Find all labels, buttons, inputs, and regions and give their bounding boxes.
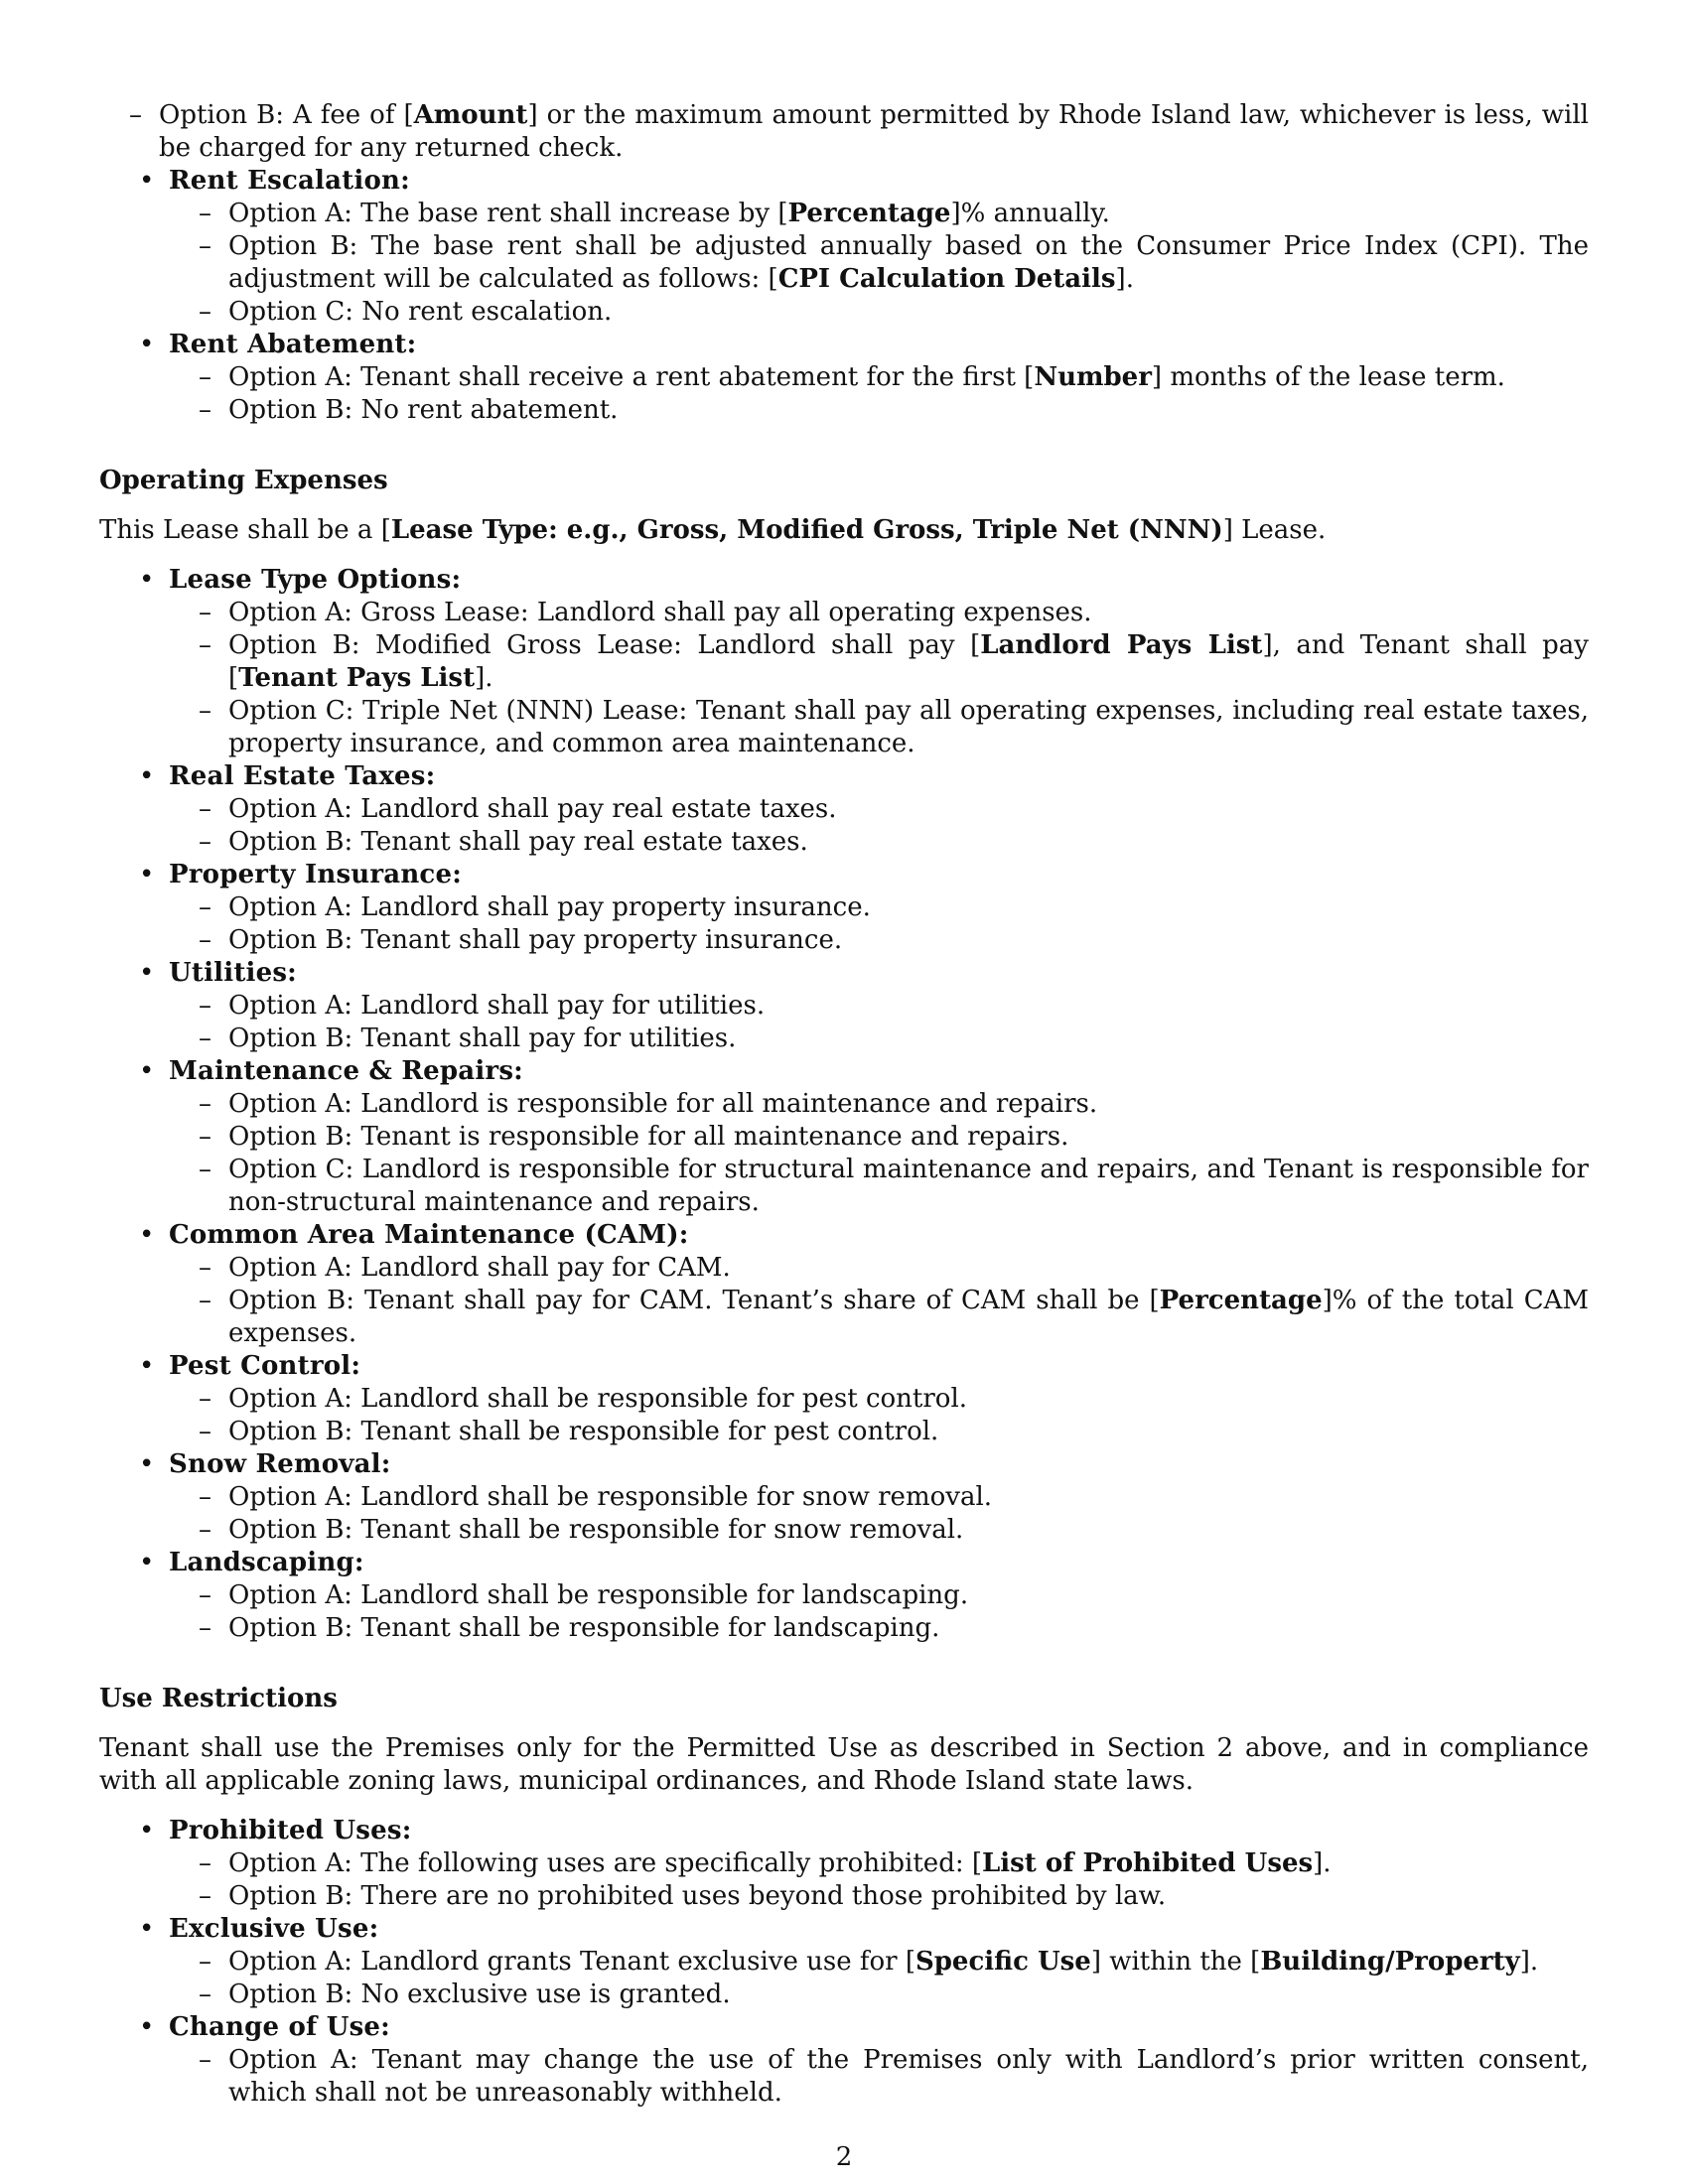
exclusive-use-label: Exclusive Use: <box>169 1914 379 1944</box>
landscaping-option-a: – Option A: Landlord shall be responsible for landscaping. <box>169 1579 1589 1612</box>
maintenance-option-a: – Option A: Landlord is responsible for all maintenance and repairs. <box>169 1088 1589 1121</box>
lease-type-item <box>99 564 1589 760</box>
rent-abatement-option-a: – Option A: Tenant shall receive a rent abatement for the first [Number] months of the lease term. <box>169 361 1589 394</box>
use-restrictions-intro: Tenant shall use the Premises only for the Permitted Use as described in Section 2 above, and in compliance with all applicable zoning laws, municipal ordinances, and Rhode Island state laws. <box>99 1733 1589 1796</box>
cam-label: Common Area Maintenance (CAM): <box>169 1220 689 1250</box>
use-restrictions-list <box>99 1815 1589 2110</box>
prohibited-uses-option-a: – Option A: The following uses are specifically prohibited: [List of Prohibited Uses]. <box>169 1847 1589 1880</box>
returned-check-options <box>30 99 1589 165</box>
pest-control-option-b: – Option B: Tenant shall be responsible for pest control. <box>169 1416 1589 1448</box>
section-heading-use-restrictions: Use Restrictions <box>99 1684 338 1713</box>
maintenance-item <box>99 1055 1589 1219</box>
snow-removal-item <box>99 1448 1589 1547</box>
maintenance-label: Maintenance & Repairs: <box>169 1056 523 1086</box>
landscaping-option-b: – Option B: Tenant shall be responsible for landscaping. <box>169 1612 1589 1645</box>
cam-option-b: – Option B: Tenant shall pay for CAM. Tenant’s share of CAM shall be [Percentage]% of the total CAM expenses. <box>169 1285 1589 1350</box>
rent-abatement-label: Rent Abatement: <box>169 330 417 359</box>
prohibited-uses-item <box>99 1815 1589 1913</box>
section-heading-operating-expenses: Operating Expenses <box>99 466 388 495</box>
real-estate-taxes-label: Real Estate Taxes: <box>169 761 436 791</box>
change-of-use-option-a: – Option A: Tenant may change the use of the Premises only with Landlord’s prior written consent, which shall not be unreasonably withheld. <box>169 2044 1589 2110</box>
landscaping-label: Landscaping: <box>169 1548 364 1577</box>
pest-control-option-a: – Option A: Landlord shall be responsible for pest control. <box>169 1383 1589 1416</box>
pest-control-item <box>99 1350 1589 1448</box>
operating-expenses-list <box>99 564 1589 1645</box>
exclusive-use-item <box>99 1913 1589 2011</box>
property-insurance-option-b: – Option B: Tenant shall pay property insurance. <box>169 924 1589 957</box>
rent-escalation-option-c: – Option C: No rent escalation. <box>169 296 1589 329</box>
snow-removal-option-b: – Option B: Tenant shall be responsible for snow removal. <box>169 1514 1589 1547</box>
rent-escalation-option-a: – Option A: The base rent shall increase by [Percentage]% annually. <box>169 198 1589 230</box>
lease-type-option-b: – Option B: Modified Gross Lease: Landlord shall pay [Landlord Pays List], and Tenant shall pay [Tenant Pays List]. <box>169 629 1589 695</box>
page-content <box>99 99 1589 2110</box>
property-insurance-label: Property Insurance: <box>169 860 463 889</box>
real-estate-taxes-item <box>99 760 1589 859</box>
snow-removal-option-a: – Option A: Landlord shall be responsible for snow removal. <box>169 1481 1589 1514</box>
cam-option-a: – Option A: Landlord shall pay for CAM. <box>169 1252 1589 1285</box>
landscaping-item <box>99 1547 1589 1645</box>
operating-expenses-intro: This Lease shall be a [Lease Type: e.g., Gross, Modified Gross, Triple Net (NNN)] Lease. <box>99 515 1327 545</box>
lease-type-label: Lease Type Options: <box>169 565 462 595</box>
rent-list <box>99 165 1589 427</box>
snow-removal-label: Snow Removal: <box>169 1449 391 1479</box>
prohibited-uses-label: Prohibited Uses: <box>169 1816 412 1845</box>
returned-check-option-b: – Option B: A fee of [Amount] or the maximum amount permitted by Rhode Island law, whichever is less, will be charged for any returned check. <box>99 99 1589 165</box>
exclusive-use-option-a: – Option A: Landlord grants Tenant exclusive use for [Specific Use] within the [Building/Property]. <box>169 1946 1589 1979</box>
utilities-item <box>99 957 1589 1055</box>
change-of-use-item <box>99 2011 1589 2110</box>
utilities-option-b: – Option B: Tenant shall pay for utilities. <box>169 1023 1589 1055</box>
change-of-use-label: Change of Use: <box>169 2012 390 2042</box>
pest-control-label: Pest Control: <box>169 1351 361 1381</box>
property-insurance-item <box>99 859 1589 957</box>
prohibited-uses-option-b: – Option B: There are no prohibited uses beyond those prohibited by law. <box>169 1880 1589 1913</box>
maintenance-option-b: – Option B: Tenant is responsible for all maintenance and repairs. <box>169 1121 1589 1154</box>
page-number: 2 <box>835 2142 853 2172</box>
maintenance-option-c: – Option C: Landlord is responsible for structural maintenance and repairs, and Tenant is responsible for non-structural maintenance and repairs. <box>169 1154 1589 1219</box>
rent-abatement-item <box>99 329 1589 427</box>
rent-escalation-item <box>99 165 1589 329</box>
rent-abatement-option-b: – Option B: No rent abatement. <box>169 394 1589 427</box>
cam-item <box>99 1219 1589 1350</box>
exclusive-use-option-b: – Option B: No exclusive use is granted. <box>169 1979 1589 2011</box>
real-estate-taxes-option-a: – Option A: Landlord shall pay real estate taxes. <box>169 793 1589 826</box>
property-insurance-option-a: – Option A: Landlord shall pay property insurance. <box>169 891 1589 924</box>
utilities-option-a: – Option A: Landlord shall pay for utilities. <box>169 990 1589 1023</box>
lease-type-option-c: – Option C: Triple Net (NNN) Lease: Tenant shall pay all operating expenses, including real estate taxes, property insurance, and common area maintenance. <box>169 695 1589 760</box>
real-estate-taxes-option-b: – Option B: Tenant shall pay real estate taxes. <box>169 826 1589 859</box>
utilities-label: Utilities: <box>169 958 297 988</box>
lease-type-option-a: – Option A: Gross Lease: Landlord shall pay all operating expenses. <box>169 597 1589 629</box>
rent-escalation-option-b: – Option B: The base rent shall be adjusted annually based on the Consumer Price Index (CPI). The adjustment will be calculated as follows: [CPI Calculation Details]. <box>169 230 1589 296</box>
rent-escalation-label: Rent Escalation: <box>169 166 410 196</box>
